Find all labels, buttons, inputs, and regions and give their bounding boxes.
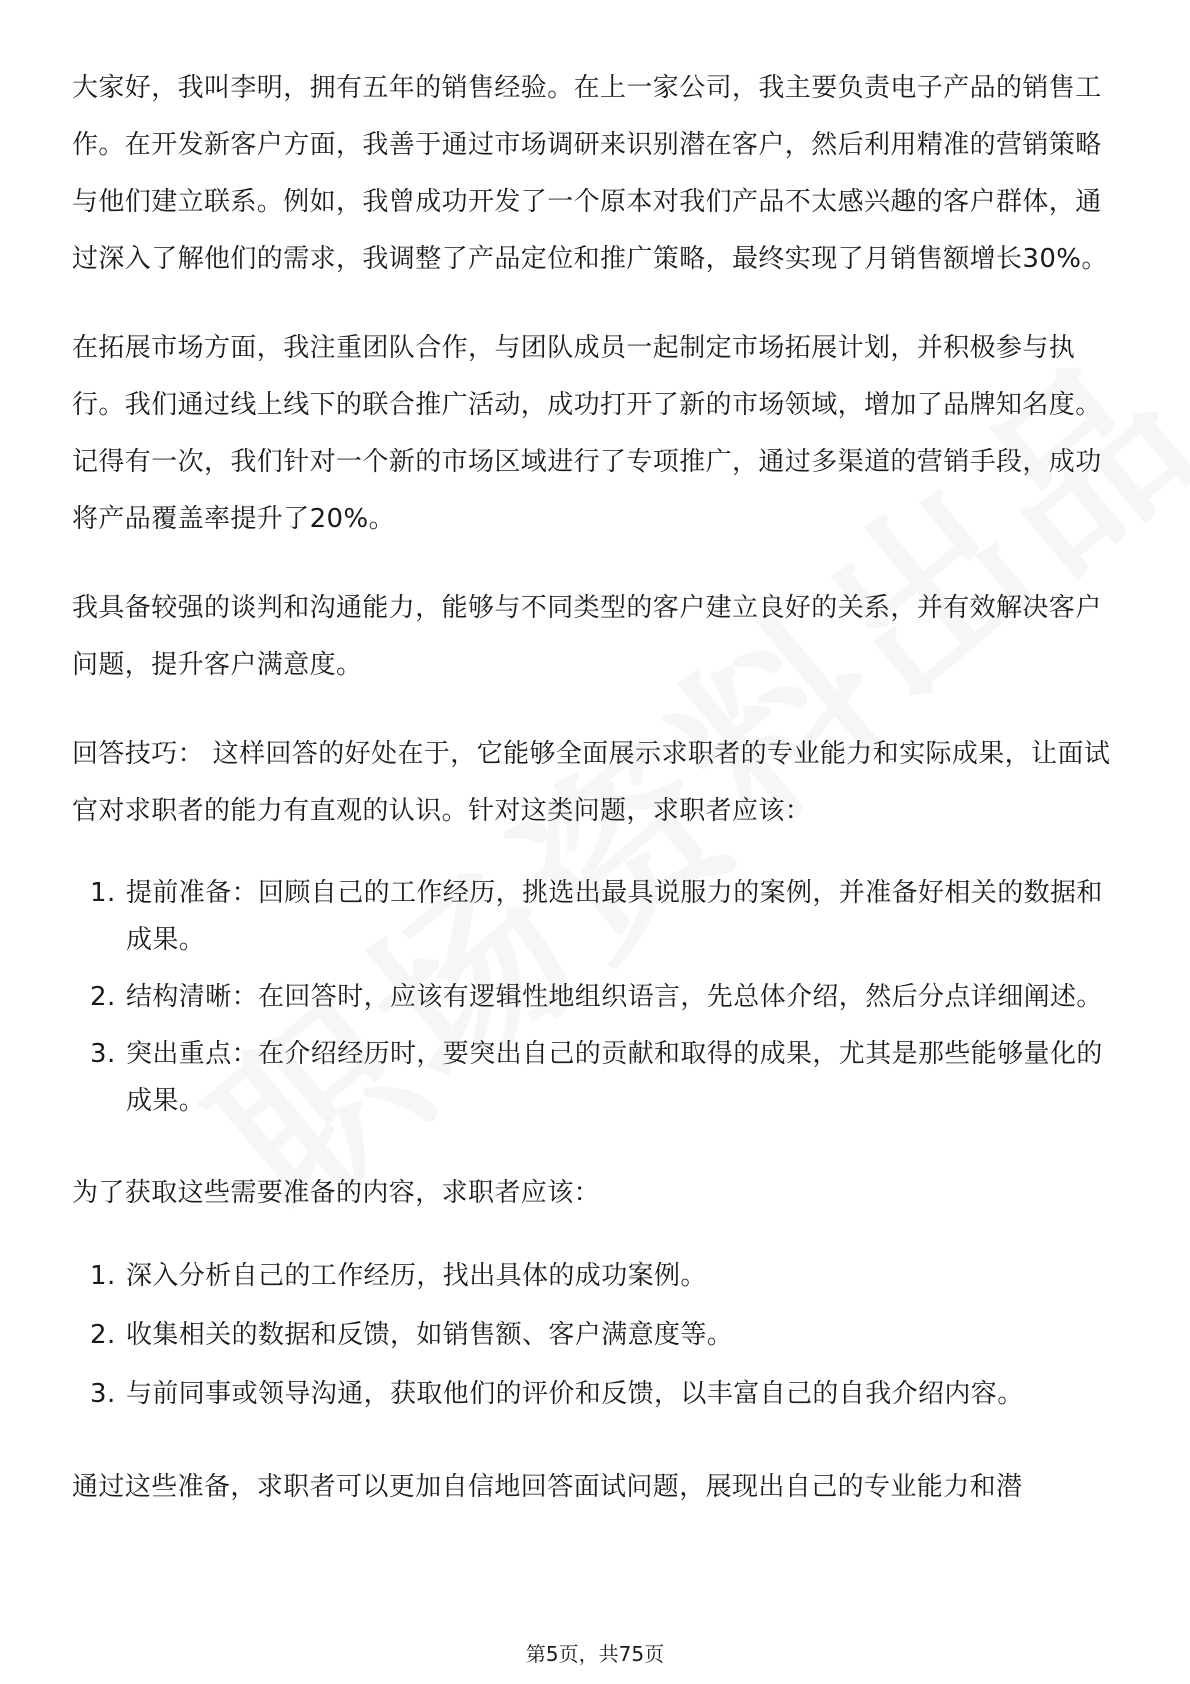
list-item [72,1311,1122,1359]
tips-list [72,870,1122,1125]
paragraph-answer-tips: 回答技巧： 这样回答的好处在于，它能够全面展示求职者的专业能力和实际成果，让面试官对求职者的能力有直观的认识。针对这类问题，求职者应该： [72,739,1111,826]
list-number: 2. [90,982,116,1012]
list-item-text: 结构清晰：在回答时，应该有逻辑性地组织语言，先总体介绍，然后分点详细阐述。 [126,982,1103,1012]
list-item-text: 收集相关的数据和反馈，如销售额、客户满意度等。 [126,1320,734,1350]
list-number: 1. [90,1261,116,1291]
prep-list [72,1252,1122,1418]
list-item [72,1031,1122,1125]
list-number: 2. [90,1320,116,1350]
list-item [72,1252,1122,1300]
list-number: 1. [90,878,116,908]
list-item [72,870,1122,964]
document-body [72,60,1122,1516]
list-item [72,1370,1122,1418]
paragraph-market: 在拓展市场方面，我注重团队合作，与团队成员一起制定市场拓展计划，并积极参与执行。我们通过线上线下的联合推广活动，成功打开了新的市场领域，增加了品牌知名度。记得有一次，我们针对一个新的市场区域进行了专项推广，通过多渠道的营销手段，成功将产品覆盖率提升了20%。 [72,333,1102,534]
list-item-text: 与前同事或领导沟通，获取他们的评价和反馈，以丰富自己的自我介绍内容。 [126,1379,1024,1409]
paragraph-intro: 大家好，我叫李明，拥有五年的销售经验。在上一家公司，我主要负责电子产品的销售工作。在开发新客户方面，我善于通过市场调研来识别潜在客户，然后利用精准的营销策略与他们建立联系。例如，我曾成功开发了一个原本对我们产品不太感兴趣的客户群体，通过深入了解他们的需求，我调整了产品定位和推广策略，最终实现了月销售额增长30%。 [72,73,1108,274]
list-item-text: 深入分析自己的工作经历，找出具体的成功案例。 [126,1261,707,1291]
list-item [72,974,1122,1021]
list-number: 3. [90,1379,116,1409]
paragraph-conclusion: 通过这些准备，求职者可以更加自信地回答面试问题，展现出自己的专业能力和潜 [72,1472,1023,1502]
list-item-text: 突出重点：在介绍经历时，要突出自己的贡献和取得的成果，尤其是那些能够量化的成果。 [126,1039,1103,1116]
paragraph-communication: 我具备较强的谈判和沟通能力，能够与不同类型的客户建立良好的关系，并有效解决客户问题，提升客户满意度。 [72,593,1102,680]
list-number: 3. [90,1039,116,1069]
page-number: 第5页，共75页 [525,1642,665,1666]
list-item-text: 提前准备：回顾自己的工作经历，挑选出最具说服力的案例，并准备好相关的数据和成果。 [126,878,1103,955]
paragraph-preparation: 为了获取这些需要准备的内容，求职者应该： [72,1178,601,1208]
